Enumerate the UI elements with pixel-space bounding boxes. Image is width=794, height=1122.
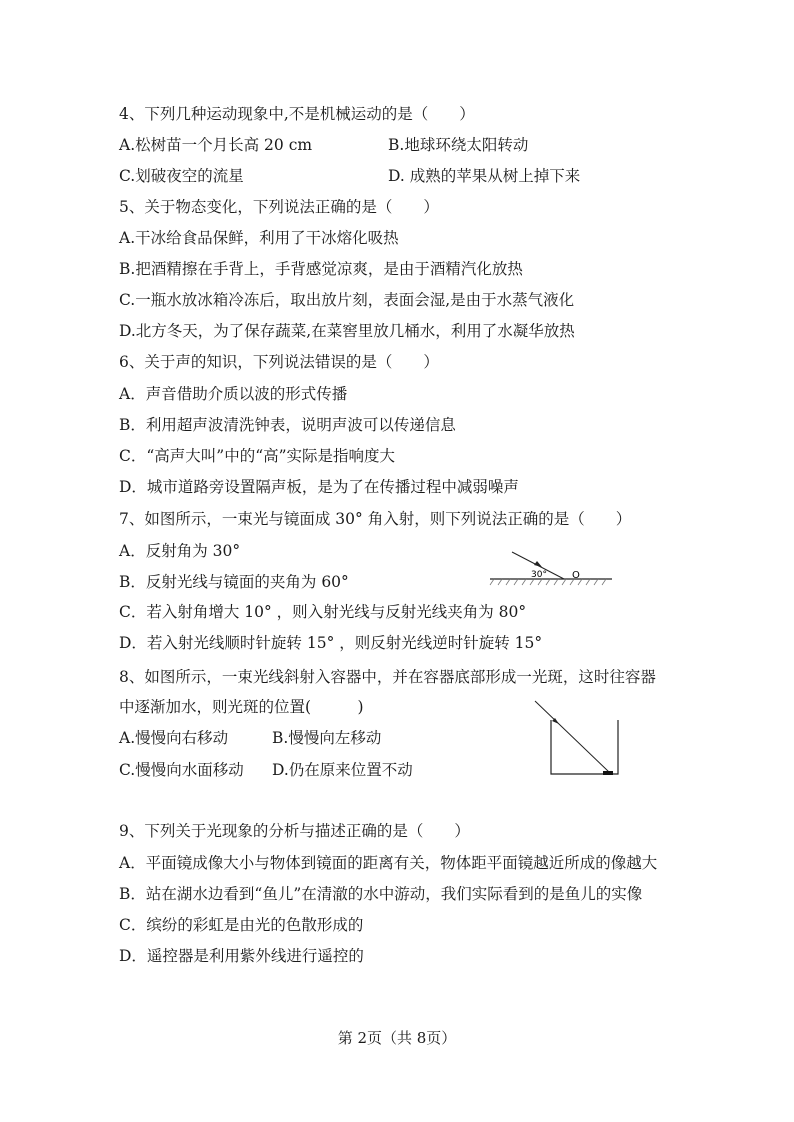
question-4-stem: 4、下列几种运动现象中,不是机械运动的是（ ） xyxy=(119,105,475,123)
question-9-option-a: A．平面镜成像大小与物体到镜面的距离有关，物体距平面镜越近所成的像越大 xyxy=(119,854,658,872)
light-ray xyxy=(535,701,609,772)
question-4-option-a: A.松树苗一个月长高 20 cm xyxy=(119,136,313,154)
question-7-option-a: A．反射角为 30° xyxy=(119,542,241,560)
question-8-option-c: C.慢慢向水面移动 xyxy=(119,761,244,779)
question-8-stem-line-2: 中逐渐加水，则光斑的位置( ) xyxy=(119,698,364,716)
question-4-option-b: B.地球环绕太阳转动 xyxy=(388,136,529,154)
question-7-option-d: D．若入射光线顺时针旋转 15° ，则反射光线逆时针旋转 15° xyxy=(119,634,543,652)
question-4-option-c: C.划破夜空的流星 xyxy=(119,167,244,185)
question-5-option-d: D.北方冬天，为了保存蔬菜,在菜窖里放几桶水，利用了水凝华放热 xyxy=(119,322,575,340)
container-outline xyxy=(551,720,618,774)
question-6-option-d: D．城市道路旁设置隔声板，是为了在传播过程中减弱噪声 xyxy=(119,478,519,496)
question-9-option-c: C．缤纷的彩虹是由光的色散形成的 xyxy=(119,916,364,934)
question-9-stem: 9、下列关于光现象的分析与描述正确的是（ ） xyxy=(119,822,470,840)
ray-arrow xyxy=(534,561,542,567)
question-7-option-c: C．若入射角增大 10° ，则入射光线与反射光线夹角为 80° xyxy=(119,603,527,621)
question-5-option-c: C.一瓶水放冰箱冷冻后，取出放片刻，表面会湿,是由于水蒸气液化 xyxy=(119,291,575,309)
container-light-figure xyxy=(527,698,627,780)
question-5-option-b: B.把酒精擦在手背上，手背感觉凉爽，是由于酒精汽化放热 xyxy=(119,260,523,278)
question-8-stem-line-1: 8、如图所示，一束光线斜射入容器中，并在容器底部形成一光斑，这时往容器 xyxy=(119,668,656,686)
angle-label: 30° xyxy=(531,570,547,580)
point-label: O xyxy=(572,570,580,581)
question-6-stem: 6、关于声的知识，下列说法错误的是（ ） xyxy=(119,353,439,371)
question-7-stem: 7、如图所示，一束光与镜面成 30° 角入射，则下列说法正确的是（ ） xyxy=(119,510,632,528)
question-8-option-a: A.慢慢向右移动 xyxy=(119,729,229,747)
mirror-reflection-figure xyxy=(488,548,614,588)
question-7-option-b: B．反射光线与镜面的夹角为 60° xyxy=(119,573,349,591)
question-6-option-a: A．声音借助介质以波的形式传播 xyxy=(119,385,348,403)
question-8-option-b: B.慢慢向左移动 xyxy=(272,729,382,747)
mirror-hatching xyxy=(490,579,606,585)
question-9-option-d: D．遥控器是利用紫外线进行遥控的 xyxy=(119,947,364,965)
question-8-option-d: D.仍在原来位置不动 xyxy=(272,761,413,779)
question-6-option-c: C．“高声大叫”中的“高”实际是指响度大 xyxy=(119,447,396,465)
question-6-option-b: B．利用超声波清洗钟表，说明声波可以传递信息 xyxy=(119,416,456,434)
question-4-option-d: D. 成熟的苹果从树上掉下来 xyxy=(388,167,581,185)
page-number-footer: 第 2页（共 8页） xyxy=(337,1029,457,1047)
question-9-option-b: B．站在湖水边看到“鱼儿”在清澈的水中游动，我们实际看到的是鱼儿的实像 xyxy=(119,885,643,903)
question-5-stem: 5、关于物态变化，下列说法正确的是（ ） xyxy=(119,198,439,216)
question-5-option-a: A.干冰给食品保鲜，利用了干冰熔化吸热 xyxy=(119,229,399,247)
light-spot xyxy=(603,771,613,775)
